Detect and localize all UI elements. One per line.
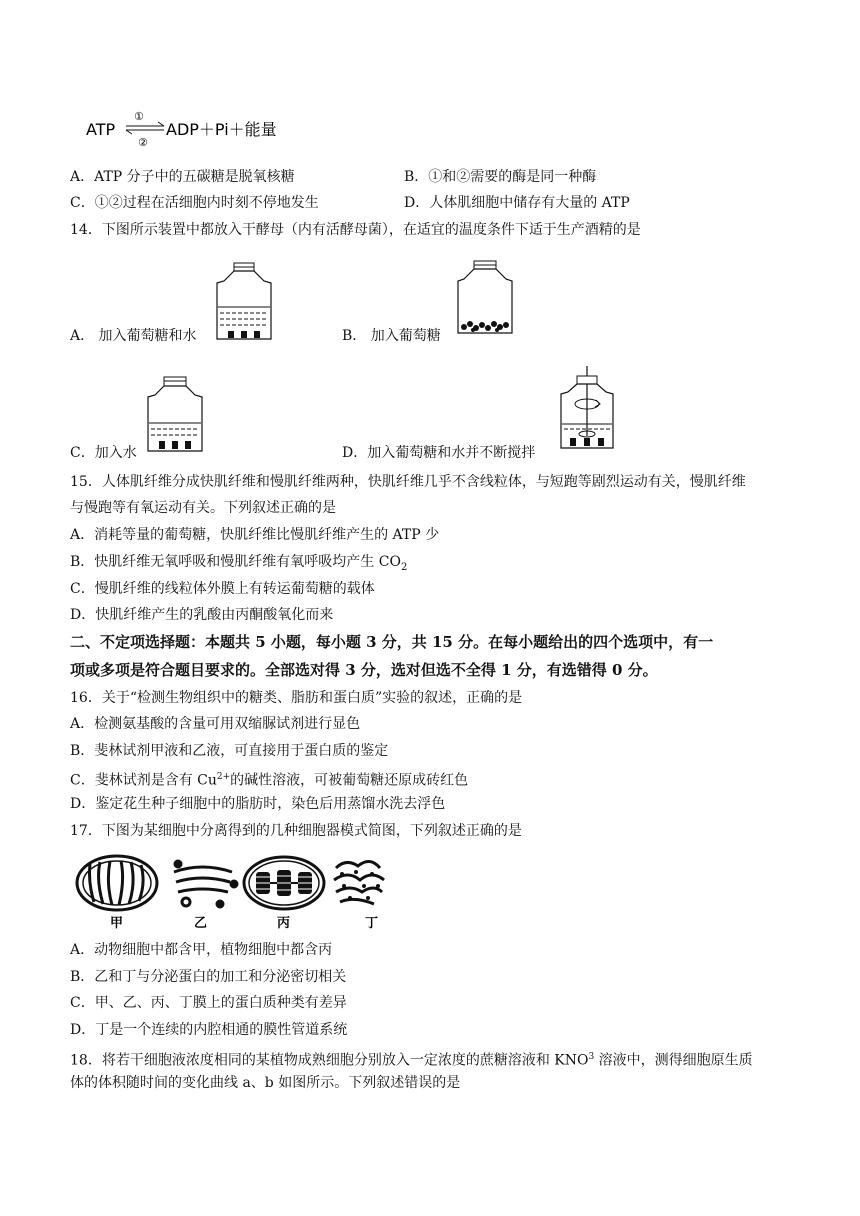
q17-option-a: A．动物细胞中都含甲，植物细胞中都含丙	[70, 942, 333, 958]
label-bing: 丙	[277, 916, 291, 931]
q16-option-b: B．斐林试剂甲液和乙液，可直接用于蛋白质的鉴定	[70, 743, 389, 759]
q14-option-b: B． 加入葡萄糖	[342, 328, 441, 344]
q18-stem-post: 溶液中，测得细胞原生质	[594, 1052, 753, 1069]
q13-option-b: B．①和②需要的酶是同一种酶	[404, 169, 597, 185]
q16-option-c-pre: C．斐林试剂是含有 Cu	[70, 772, 217, 789]
q18-stem-line2: 体的体积随时间的变化曲线 a、b 如图所示。下列叙述错误的是	[70, 1075, 461, 1091]
q16-option-d: D．鉴定花生种子细胞中的脂肪时，染色后用蒸馏水洗去浮色	[70, 796, 446, 812]
q13-option-a: A．ATP 分子中的五碳糖是脱氧核糖	[70, 169, 295, 185]
q14-option-d: D．加入葡萄糖和水并不断搅拌	[342, 445, 536, 461]
q18-stem-line1	[70, 1047, 753, 1071]
q14-option-c: C．加入水	[70, 445, 137, 461]
q13-option-d: D．人体肌细胞中储存有大量的 ATP	[404, 195, 630, 211]
flask-a-image	[214, 261, 274, 341]
section2-heading-line1: 二、不定项选择题：本题共 5 小题，每小题 3 分，共 15 分。在每小题给出的四个选项中，有一	[70, 633, 714, 651]
label-jia: 甲	[110, 916, 124, 931]
flask-d-image	[558, 366, 616, 452]
q16-option-c-post: 的碱性溶液，可被葡萄糖还原成砖红色	[230, 772, 469, 789]
q13-option-c: C．①②过程在活细胞内时刻不停地发生	[70, 195, 319, 211]
equation-step2: ②	[138, 136, 148, 149]
q18-stem-superscript: 3	[588, 1052, 595, 1062]
q15-option-b-text: B．快肌纤维无氧呼吸和慢肌纤维有氧呼吸均产生 CO	[70, 554, 401, 570]
q16-option-a: A．检测氨基酸的含量可用双缩脲试剂进行显色	[70, 716, 361, 732]
flask-c-image	[144, 375, 206, 455]
q15-option-c: C．慢肌纤维的线粒体外膜上有转运葡萄糖的载体	[70, 581, 375, 597]
section2-heading-line2: 项或多项是符合题目要求的。全部选对得 3 分，选对但选不全得 1 分，有选错得 0 分。	[70, 661, 658, 679]
q14-stem: 14．下图所示装置中都放入干酵母（内有活酵母菌），在适宜的温度条件下适于生产酒精的是	[70, 222, 641, 238]
equation-step1: ①	[134, 110, 144, 123]
label-ding: 丁	[365, 916, 379, 931]
q17-option-b: B．乙和丁与分泌蛋白的加工和分泌密切相关	[70, 969, 347, 985]
q15-option-b	[70, 552, 407, 578]
organelle-diagram	[74, 850, 394, 932]
endoplasmic-reticulum-icon	[334, 861, 384, 904]
flask-b-image	[454, 259, 516, 341]
q15-option-d: D．快肌纤维产生的乳酸由丙酮酸氧化而来	[70, 607, 334, 623]
q15-option-b-subscript: 2	[400, 561, 408, 573]
chloroplast-icon	[244, 857, 324, 909]
mitochondrion-icon	[77, 856, 157, 910]
q15-option-a: A．消耗等量的葡萄糖，快肌纤维比慢肌纤维产生的 ATP 少	[70, 527, 440, 543]
q17-option-c: C．甲、乙、丙、丁膜上的蛋白质种类有差异	[70, 995, 347, 1011]
q16-option-c	[70, 767, 468, 791]
label-yi: 乙	[194, 916, 208, 931]
q16-option-c-superscript: 2+	[216, 772, 231, 782]
q17-stem: 17．下图为某细胞中分离得到的几种细胞器模式简图，下列叙述正确的是	[70, 823, 522, 839]
golgi-icon	[174, 861, 237, 907]
q16-stem: 16．关于“检测生物组织中的糖类、脂肪和蛋白质”实验的叙述，正确的是	[70, 690, 523, 706]
equation-right: ADP＋Pi＋能量	[166, 120, 277, 139]
q17-option-d: D．丁是一个连续的内腔相通的膜性管道系统	[70, 1022, 348, 1038]
q15-stem-line2: 与慢跑等有氧运动有关。下列叙述正确的是	[70, 500, 336, 516]
q18-stem-pre: 18．将若干细胞液浓度相同的某植物成熟细胞分别放入一定浓度的蔗糖溶液和 KNO	[70, 1052, 589, 1069]
atp-equation	[86, 108, 316, 150]
q15-stem-line1: 15．人体肌纤维分成快肌纤维和慢肌纤维两种，快肌纤维几乎不含线粒体，与短跑等剧烈运动有关，慢肌纤维	[70, 474, 746, 490]
q14-option-a: A． 加入葡萄糖和水	[70, 328, 197, 344]
equation-left: ATP	[86, 120, 116, 139]
